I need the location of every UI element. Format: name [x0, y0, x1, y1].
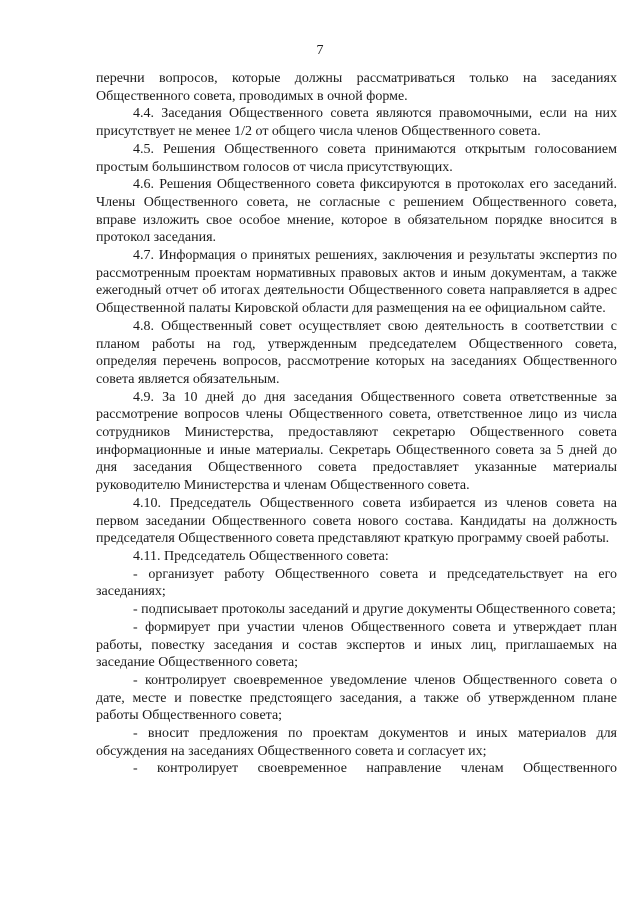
document-body	[96, 70, 617, 778]
paragraph: 4.10. Председатель Общественного совета избирается из членов совета на первом заседании Общественного совета нового состава. Кандидаты на должность председателя Общественного совета представляют краткую программу своей работы.	[96, 495, 617, 547]
paragraph: 4.4. Заседания Общественного совета являются правомочными, если на них присутствует не менее 1/2 от общего числа членов Общественного совета.	[96, 106, 617, 140]
list-item: - подписывает протоколы заседаний и другие документы Общественного совета;	[133, 602, 616, 618]
paragraph: 4.11. Председатель Общественного совета:	[133, 548, 389, 564]
list-item: - вносит предложения по проектам документов и иных материалов для обсуждения на заседаниях Общественного совета и согласует их;	[96, 726, 617, 759]
paragraph: 4.5. Решения Общественного совета принимаются открытым голосованием простым большинством голосов от числа присутствующих.	[96, 141, 617, 175]
list-item: - формирует при участии членов Общественного совета и утверждает план работы, повестку заседания и состав экспертов и иных лиц, приглашаемых на заседание Общественного совета;	[96, 619, 617, 671]
paragraph: 4.8. Общественный совет осуществляет свою деятельность в соответствии с планом работы на год, утвержденным председателем Общественного совета, определяя перечень вопросов, рассмотрение которых на заседаниях Общественного совета является обязательным.	[96, 318, 617, 387]
page-number: 7	[316, 43, 324, 58]
paragraph: 4.7. Информация о принятых решениях, заключения и результаты экспертиз по рассмотренным проектам нормативных правовых актов и иным документам, а также ежегодный отчет об итогах деятельности Общественного совета направляется в адрес Общественной палаты Кировской области для размещения на ее официальном сайте.	[96, 248, 617, 317]
list-item: - организует работу Общественного совета и председательствует на его заседаниях;	[96, 566, 617, 600]
paragraph: 4.6. Решения Общественного совета фиксируются в протоколах его заседаний. Члены Общественного совета, не согласные с решением Общественного совета, вправе изложить свое особое мнение, которое в обязательном порядке вносится в протокол заседания.	[96, 177, 617, 246]
paragraph: 4.9. За 10 дней до дня заседания Общественного совета ответственные за рассмотрение вопросов члены Общественного совета, ответственное лицо из числа сотрудников Министерства, предоставляют секретарю Общественного совета информационные и иные материалы. Секретарь Общественного совета за 5 дней до дня заседания Общественного совета предоставляет указанные материалы руководителю Министерства и членам Общественного совета.	[96, 389, 617, 494]
list-item: - контролирует своевременное направление членам Общественного	[133, 761, 617, 777]
paragraph: перечни вопросов, которые должны рассматриваться только на заседаниях Общественного совета, проводимых в очной форме.	[96, 71, 617, 104]
list-item: - контролирует своевременное уведомление членов Общественного совета о дате, месте и повестке предстоящего заседания, а также об утвержденном плане работы Общественного совета;	[96, 672, 617, 724]
